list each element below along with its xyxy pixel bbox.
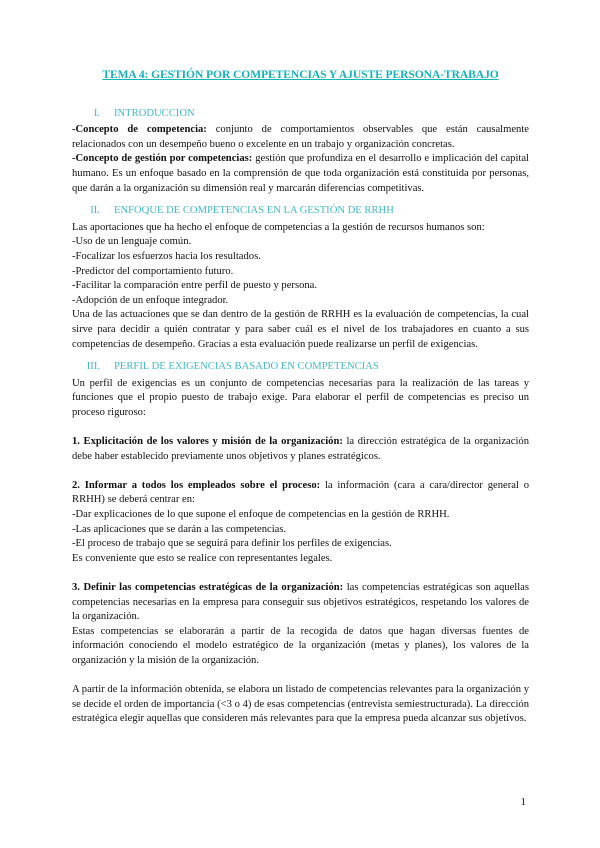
paragraph: Las aportaciones que ha hecho el enfoque de competencias a la gestión de recursos humanos son: xyxy=(72,221,485,233)
section-number: II. xyxy=(90,205,100,217)
document-page xyxy=(72,68,529,727)
step-paragraph xyxy=(72,479,529,508)
step-text: las competencias estratégicas son aquellas competencias necesarias en la empresa para conseguir sus objetivos estratégicos, respetando los valores de la organización. xyxy=(72,582,529,623)
step-bold: 3. Definir las competencias estratégicas de la organización: xyxy=(72,582,344,593)
paragraph xyxy=(72,152,529,196)
term-text: conjunto de comportamientos observables que están causalmente relacionados con un desempeño bueno o excelente en un trabajo y organización concretas. xyxy=(72,124,529,150)
list-item: -Uso de un lenguaje común. xyxy=(72,236,192,248)
section-heading-3 xyxy=(72,360,529,375)
list-item: -Las aplicaciones que se darán a las competencias. xyxy=(72,523,287,535)
step-bold: 2. Informar a todos los empleados sobre el proceso: xyxy=(72,479,321,491)
paragraph: Estas competencias se elaborarán a partir de la recogida de datos que hagan diversas fuentes de información conociendo el modelo estratégico de la organización (metas y planes), los valores de la organización y la misión de la organización. xyxy=(72,625,529,666)
step-paragraph xyxy=(72,581,529,625)
list-item: -Facilitar la comparación entre perfil de puesto y persona. xyxy=(72,280,318,292)
term-text: gestión que profundiza en el desarrollo e implicación del capital humano. Es un enfoque basado en la comprensión de que toda organización está constituida por personas, que darán a la organización su dimensión real y marcarán diferencias competitivas. xyxy=(72,153,529,194)
page-number: 1 xyxy=(520,796,526,808)
section-title: PERFIL DE EXIGENCIAS BASADO EN COMPETENCIAS xyxy=(114,361,379,373)
term-bold: -Concepto de competencia: xyxy=(72,124,207,136)
step-paragraph xyxy=(72,435,529,464)
section-heading-2 xyxy=(72,204,529,219)
paragraph: A partir de la información obtenida, se elabora un listado de competencias relevantes para la organización y se decide el orden de importancia (<3 o 4) de esas competencias (entrevista semiestructurada). La dirección estratégica elegir aquellas que consideren más relevantes para que la empresa pueda alcanzar sus objetivos. xyxy=(72,684,529,725)
paragraph: Una de las actuaciones que se dan dentro de la gestión de RRHH es la evaluación de competencias, la cual sirve para decidir a quién contratar y para saber cuál es el nivel de los trabajadores en cuanto a sus competencias de desempeño. Gracias a esta evaluación puede realizarse un perfil de exigencias. xyxy=(72,309,529,350)
paragraph xyxy=(72,123,529,152)
list-item: -Adopción de un enfoque integrador. xyxy=(72,294,229,306)
step-text: la dirección estratégica de la organización debe haber establecido previamente unos objetivos y planes estratégicos. xyxy=(72,436,529,462)
step-text: la información (cara a cara/director general o RRHH) se deberá centrar en: xyxy=(72,479,529,506)
section-number: I. xyxy=(93,107,100,119)
section-title: INTRODUCCION xyxy=(114,107,195,119)
list-item: -Focalizar los esfuerzos hacia los resultados. xyxy=(72,250,261,262)
document-title: TEMA 4: GESTIÓN POR COMPETENCIAS Y AJUSTE PERSONA-TRABAJO xyxy=(102,68,499,81)
step-bold: 1. Explicitación de los valores y misión de la organización: xyxy=(72,436,343,448)
term-bold: -Concepto de gestión por competencias: xyxy=(72,153,253,165)
list-item: -El proceso de trabajo que se seguirá para definir los perfiles de exigencias. xyxy=(72,538,392,550)
section-number: III. xyxy=(86,361,100,373)
list-item: -Dar explicaciones de lo que supone el enfoque de competencias en la gestión de RRHH. xyxy=(72,509,450,521)
paragraph: Es conveniente que esto se realice con representantes legales. xyxy=(72,552,333,564)
paragraph: Un perfil de exigencias es un conjunto de competencias necesarias para la realización de las tareas y funciones que el propio puesto de trabajo exige. Para elaborar el perfil de competencias es preciso un proceso riguroso: xyxy=(72,377,529,418)
section-heading-1 xyxy=(72,107,529,122)
section-title: ENFOQUE DE COMPETENCIAS EN LA GESTIÓN DE RRHH xyxy=(114,205,394,217)
list-item: -Predictor del comportamiento futuro. xyxy=(72,265,234,277)
